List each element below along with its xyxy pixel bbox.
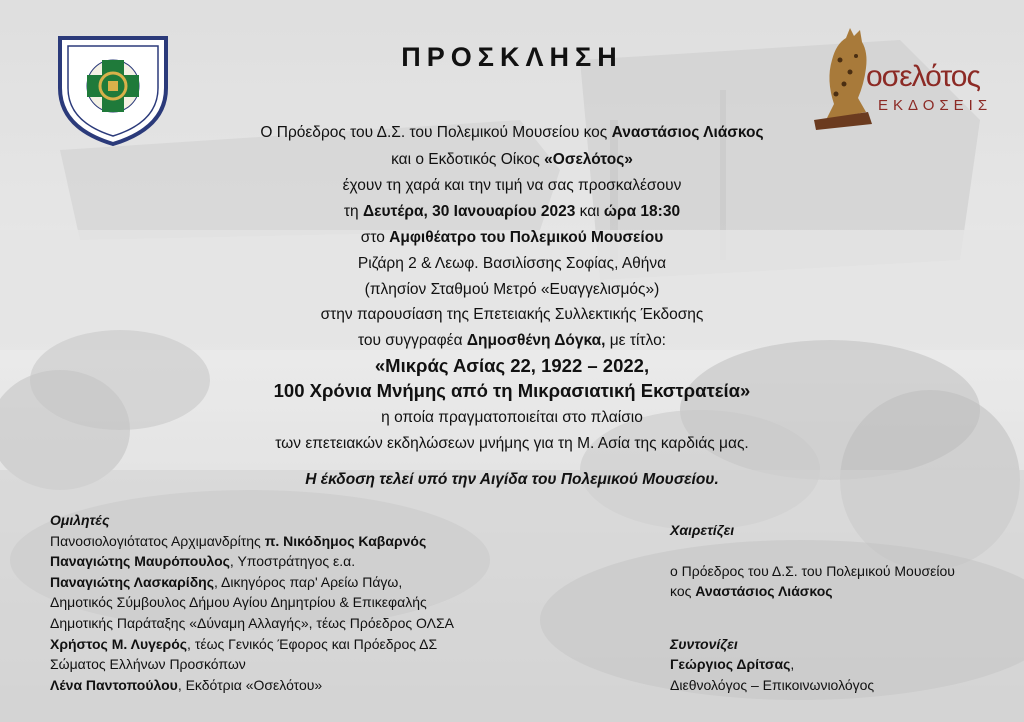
invite-line-author: του συγγραφέα Δημοσθένη Δόγκα, με τίτλο:: [358, 332, 666, 349]
page-title: ΠΡΟΣΚΛΗΣΗ: [401, 42, 623, 72]
book-title-line-1: «Μικράς Ασίας 22, 1922 – 2022,: [374, 355, 650, 376]
coordinator-name: Γεώργιος Δρίτσας,: [670, 656, 795, 673]
book-title-line-2: 100 Χρόνια Μνήμης από τη Μικρασιατική Εκστρατεία»: [273, 380, 751, 401]
speaker-3: Παναγιώτης Λασκαρίδης, Δικηγόρος παρ' Αρείω Πάγω,: [50, 573, 403, 590]
speaker-3-detail-1: Δημοτικός Σύμβουλος Δήμου Αγίου Δημητρίου & Επικεφαλής: [50, 594, 427, 611]
greetings-section: [670, 520, 1010, 696]
speakers-header: Ομιλητές: [50, 512, 110, 528]
invite-line-1: Ο Πρόεδρος του Δ.Σ. του Πολεμικού Μουσείου κος Αναστάσιος Λιάσκος: [260, 124, 764, 141]
greets-header: Χαιρετίζει: [670, 522, 735, 538]
speaker-2: Παναγιώτης Μαυρόπουλος, Υποστράτηγος ε.α.: [50, 553, 356, 570]
speakers-section: [50, 510, 550, 695]
invite-line-presentation: στην παρουσίαση της Επετειακής Συλλεκτικής Έκδοσης: [320, 306, 704, 323]
speaker-4-detail: Σώματος Ελλήνων Προσκόπων: [50, 656, 246, 673]
invite-line-context-2: των επετειακών εκδηλώσεων μνήμης για τη Μ. Ασία της καρδιάς μας.: [275, 435, 749, 452]
aegis-line: Η έκδοση τελεί υπό την Αιγίδα του Πολεμικού Μουσείου.: [305, 471, 719, 488]
speaker-3-detail-2: Δημοτικής Παράταξης «Δύναμη Αλλαγής», τέως Πρόεδρος ΟΛΣΑ: [50, 614, 455, 631]
speaker-4: Χρήστος Μ. Λυγερός, τέως Γενικός Έφορος και Πρόεδρος ΔΣ: [50, 635, 438, 652]
speaker-1: Πανοσιολογιότατος Αρχιμανδρίτης π. Νικόδημος Καβαρνός: [50, 532, 427, 549]
invite-line-context-1: η οποία πραγματοποιείται στο πλαίσιο: [381, 409, 643, 426]
speaker-5: Λένα Παντοπούλου, Εκδότρια «Οσελότου»: [50, 676, 323, 693]
invite-line-2: και ο Εκδοτικός Οίκος «Οσελότος»: [391, 151, 633, 168]
greets-line-1: ο Πρόεδρος του Δ.Σ. του Πολεμικού Μουσείου: [670, 562, 955, 579]
coordinator-header: Συντονίζει: [670, 635, 738, 652]
invite-line-3: έχουν τη χαρά και την τιμή να σας προσκαλέσουν: [342, 177, 682, 194]
invite-line-address: Ριζάρη 2 & Λεωφ. Βασιλίσσης Σοφίας, Αθήνα: [357, 255, 667, 272]
publisher-logo-sub: ΕΚΔΟΣΕΙΣ: [878, 97, 993, 114]
invite-line-date: τη Δευτέρα, 30 Ιανουαρίου 2023 και ώρα 18:30: [343, 203, 681, 220]
greets-line-2: κος Αναστάσιος Λιάσκος: [670, 583, 833, 600]
invite-line-venue: στο Αμφιθέατρο του Πολεμικού Μουσείου: [360, 229, 664, 246]
coordinator-title: Διεθνολόγος – Επικοινωνιολόγος: [670, 676, 875, 693]
publisher-logo-name: οσελότος: [866, 60, 980, 93]
invite-line-metro: (πλησίον Σταθμού Μετρό «Ευαγγελισμός»): [364, 281, 660, 298]
